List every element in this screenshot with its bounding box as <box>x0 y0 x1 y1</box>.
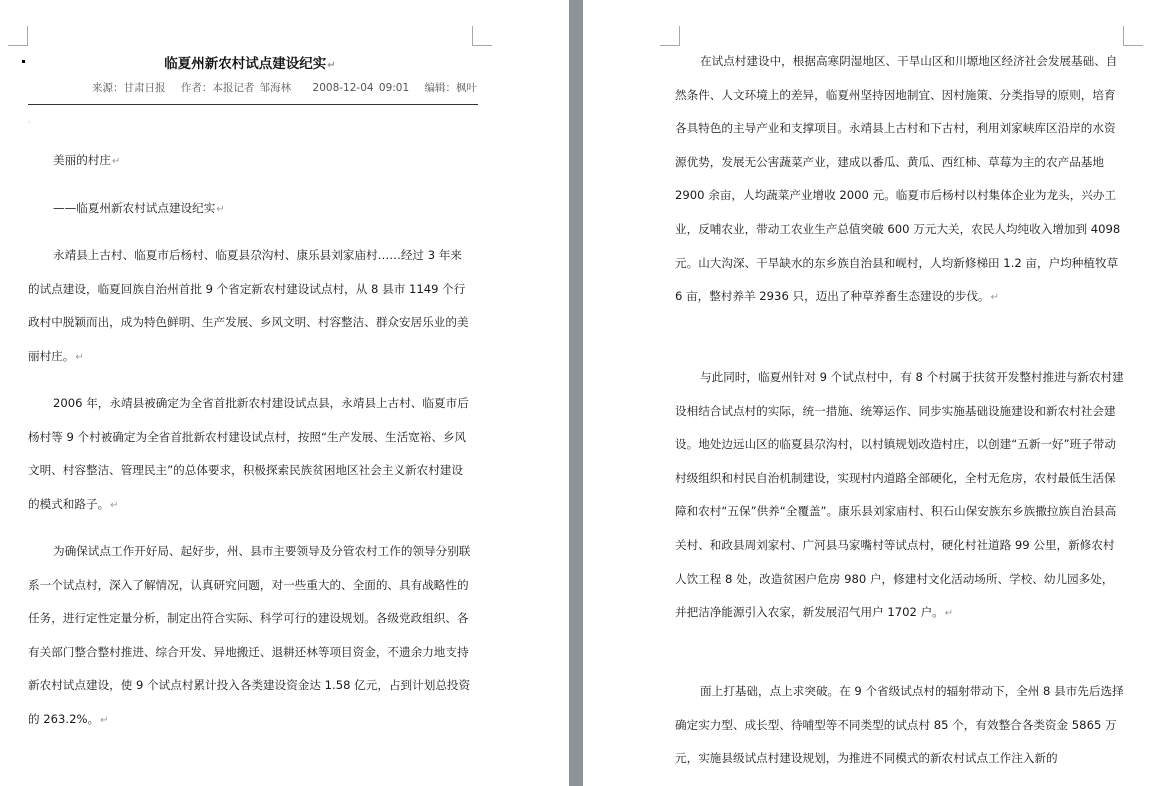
paragraph-mark-icon: ↵ <box>990 292 999 304</box>
margin-corner-mark-top-right <box>1123 26 1143 46</box>
paragraph-text: 面上打基础，点上求突破。在 9 个省级试点村的辐射带动下，全州 8 县市先后选择确定实力型、成长型、待哺型等不同类型的试点村 85 个，有效整合各类资金 5865 万元，实施县级试点村建设规划，为推进不同模式的新农村试点工作注入新的 <box>675 684 1124 766</box>
meta-datetime: 2008-12-04 09:01 <box>312 82 410 94</box>
article-meta[interactable] <box>82 80 477 95</box>
heading-text: 美丽的村庄 <box>53 153 111 167</box>
paragraph-mark-icon: ↵ <box>327 60 336 71</box>
paragraph-mark-icon: ↵ <box>111 156 121 167</box>
subheading-text: ——临夏州新农村试点建设纪实 <box>53 201 216 215</box>
paragraph-1[interactable] <box>28 239 473 374</box>
margin-corner-mark-top-left <box>660 26 680 46</box>
paragraph-mark-icon: ↵ <box>75 351 84 363</box>
article-heading[interactable] <box>28 144 473 179</box>
empty-paragraph-mark-icon: · <box>28 118 31 127</box>
paragraph-3[interactable] <box>28 535 473 738</box>
meta-editor: 编辑：枫叶 <box>424 82 477 94</box>
article-title[interactable] <box>0 52 500 72</box>
article-subheading[interactable] <box>28 192 473 227</box>
paragraph-mark-icon: ↵ <box>110 499 119 511</box>
paragraph-4[interactable] <box>675 45 1125 315</box>
paragraph-text: 永靖县上古村、临夏市后杨村、临夏县尕沟村、康乐县刘家庙村……经过 3 年来的试点建设，临夏回族自治州首批 9 个省定新农村建设试点村，从 8 县市 1149 个行政村中脱颖而出，成为特色鲜明、生产发展、乡风文明、村容整洁、群众安居乐业的美丽村庄。 <box>28 248 469 363</box>
margin-corner-mark-top-right <box>472 26 492 46</box>
paragraph-mark-icon: ↵ <box>100 714 109 726</box>
paragraph-text: 为确保试点工作开好局、起好步，州、县市主要领导及分管农村工作的领导分别联系一个试点村，深入了解情况，认真研究问题，对一些重大的、全面的、具有战略性的任务，进行定性定量分析，制定出符合实际、科学可行的建设规划。各级党政组织、各有关部门整合整村推进、综合开发、异地搬迁、退耕还林等项目资金，不遗余力地支持新农村试点建设，使 9 个试点村累计投入各类建设资金达 1.58 亿元，占到计划总投资的 263.2%。 <box>28 544 471 726</box>
paragraph-text: 在试点村建设中，根据高寒阴湿地区、干旱山区和川塬地区经济社会发展基础、自然条件、人文环境上的差异，临夏州坚持因地制宜、因村施策、分类指导的原则，培育各具特色的主导产业和支撑项目。永靖县上古村和下古村，利用刘家峡库区沿岸的水资源优势，发展无公害蔬菜产业，建成以番瓜、黄瓜、西红柿、草莓为主的农产品基地 2900 余亩，人均蔬菜产业增收 2000 元。临夏市后杨村以村集体企业为龙头，兴办工业，反哺农业，带动工农业生产总值突破 600 万元大关，农民人均纯收入增加到 4098 元。山大沟深、干旱缺水的东乡族自治县和岘村，人均新修梯田 1.2 亩，户均种植牧草 6 亩，整村养羊 2936 只，迈出了种草养畜生态建设的步伐。 <box>675 54 1121 304</box>
document-page-left[interactable] <box>0 0 569 786</box>
paragraph-5[interactable] <box>675 361 1125 631</box>
paragraph-6[interactable] <box>675 675 1125 776</box>
paragraph-2[interactable] <box>28 387 473 522</box>
page-gap-divider <box>569 0 583 786</box>
paragraph-mark-icon: ↵ <box>216 204 225 215</box>
document-page-right[interactable] <box>583 0 1161 786</box>
margin-corner-mark-top-left <box>8 26 28 46</box>
meta-source: 来源：甘肃日报 <box>92 82 166 94</box>
paragraph-text: 与此同时，临夏州针对 9 个试点村中，有 8 个村属于扶贫开发整村推进与新农村建设相结合试点村的实际，统一措施、统筹运作、同步实施基础设施建设和新农村社会建设。地处边远山区的临夏县尕沟村，以村镇规划改造村庄，以创建“五新一好”班子带动村级组织和村民自治机制建设，实现村内道路全部硬化，全村无危房，农村最低生活保障和农村“五保”供养“全覆盖”。康乐县刘家庙村、积石山保安族东乡族撒拉族自治县高关村、和政县周刘家村、广河县马家嘴村等试点村，硬化村社道路 99 公里，新修农村人饮工程 8 处，改造贫困户危房 980 户，修建村文化活动场所、学校、幼儿园多处，并把洁净能源引入农家，新发展沼气用户 1702 户。 <box>675 370 1124 620</box>
paragraph-text: 2006 年，永靖县被确定为全省首批新农村建设试点县，永靖县上古村、临夏市后杨村等 9 个村被确定为全省首批新农村建设试点村，按照“生产发展、生活宽裕、乡风文明、村容整洁、管理民主”的总体要求，积极探索民族贫困地区社会主义新农村建设的模式和路子。 <box>28 396 469 511</box>
meta-author: 作者：本报记者 邹海林 <box>180 82 292 94</box>
paragraph-mark-icon: ↵ <box>944 608 954 620</box>
horizontal-rule <box>28 104 478 105</box>
article-title-text: 临夏州新农村试点建设纪实 <box>164 56 327 72</box>
